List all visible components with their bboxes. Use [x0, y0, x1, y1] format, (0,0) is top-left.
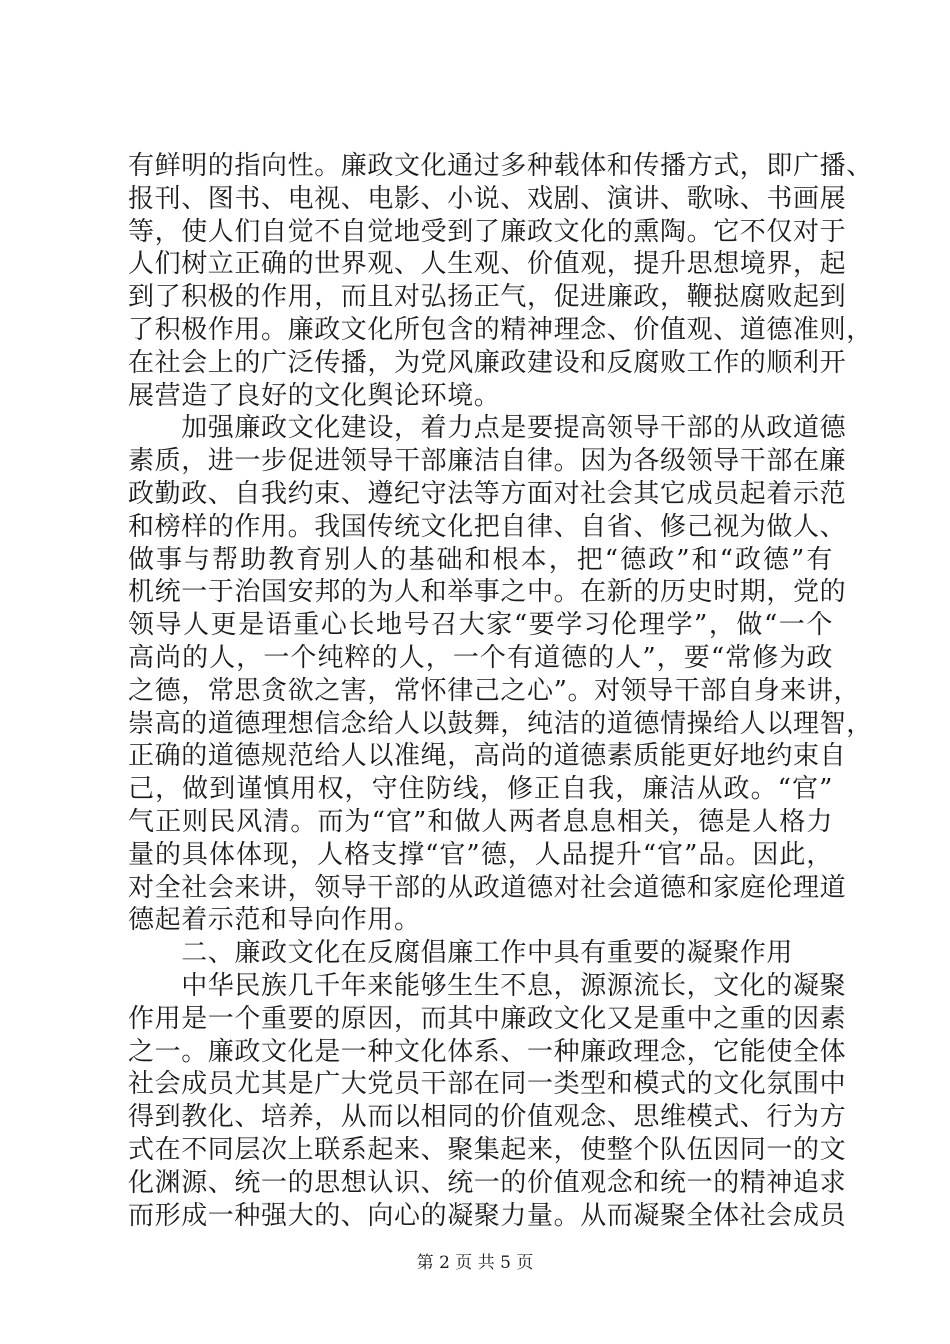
- text-line: 人们树立正确的世界观、人生观、价值观，提升思想境界，起: [128, 249, 847, 280]
- text-line: 量的具体体现，人格支撑“官”德，人品提升“官”品。因此，: [128, 839, 833, 870]
- text-line: 领导人更是语重心长地号召大家“要学习伦理学”，做“一个: [128, 610, 833, 641]
- text-line: 德起着示范和导向作用。: [128, 905, 421, 936]
- text-line: 高尚的人，一个纯粹的人，一个有道德的人”，要“常修为政: [128, 642, 833, 673]
- text-line: 机统一于治国安邦的为人和举事之中。在新的历史时期，党的: [128, 577, 847, 608]
- text-line: 加强廉政文化建设，着力点是要提高领导干部的从政道德: [128, 413, 847, 444]
- text-line: 有鲜明的指向性。廉政文化通过多种载体和传播方式，即广播、: [128, 151, 873, 181]
- text-line: 社会成员尤其是广大党员干部在同一类型和模式的文化氛围中: [128, 1069, 847, 1100]
- text-line: 气正则民风清。而为“官”和做人两者息息相关，德是人格力: [128, 806, 833, 837]
- text-line: 之德，常思贪欲之害，常怀律己之心”。对领导干部自身来讲，: [128, 675, 861, 706]
- text-line: 化渊源、统一的思想认识、统一的价值观念和统一的精神追求: [128, 1167, 847, 1198]
- section-heading: 二、廉政文化在反腐倡廉工作中具有重要的凝聚作用: [128, 938, 794, 969]
- text-line: 之一。廉政文化是一种文化体系、一种廉政理念，它能使全体: [128, 1036, 847, 1067]
- text-line: 己，做到谨慎用权，守住防线，修正自我，廉洁从政。“官”: [128, 774, 833, 805]
- page-footer: 第 2 页 共 5 页: [416, 1253, 534, 1273]
- text-line: 中华民族几千年来能够生生不息，源源流长，文化的凝聚: [128, 970, 847, 1001]
- text-line: 素质，进一步促进领导干部廉洁自律。因为各级领导干部在廉: [128, 446, 847, 477]
- text-line: 等，使人们自觉不自觉地受到了廉政文化的熏陶。它不仅对于: [128, 216, 847, 247]
- text-line: 得到教化、培养，从而以相同的价值观念、思维模式、行为方: [128, 1102, 847, 1133]
- text-line: 而形成一种强大的、向心的凝聚力量。从而凝聚全体社会成员: [128, 1200, 847, 1231]
- text-line: 正确的道德规范给人以准绳，高尚的道德素质能更好地约束自: [128, 741, 847, 772]
- text-line: 式在不同层次上联系起来、聚集起来，使整个队伍因同一的文: [128, 1134, 847, 1165]
- text-line: 在社会上的广泛传播，为党风廉政建设和反腐败工作的顺利开: [128, 347, 847, 378]
- text-line: 对全社会来讲，领导干部的从政道德对社会道德和家庭伦理道: [128, 872, 847, 903]
- text-line: 展营造了良好的文化舆论环境。: [128, 380, 501, 411]
- text-line: 崇高的道德理想信念给人以鼓舞，纯洁的道德情操给人以理智，: [128, 708, 873, 739]
- text-line: 做事与帮助教育别人的基础和根本，把“德政”和“政德”有: [128, 544, 833, 575]
- text-line: 报刊、图书、电视、电影、小说、戏剧、演讲、歌咏、书画展: [128, 183, 847, 214]
- document-body: [128, 150, 873, 1232]
- text-line: 作用是一个重要的原因，而其中廉政文化又是重中之重的因素: [128, 1003, 847, 1034]
- text-line: 和榜样的作用。我国传统文化把自律、自省、修己视为做人、: [128, 511, 847, 542]
- text-line: 到了积极的作用，而且对弘扬正气，促进廉政，鞭挞腐败起到: [128, 282, 847, 313]
- text-line: 政勤政、自我约束、遵纪守法等方面对社会其它成员起着示范: [128, 478, 847, 509]
- text-line: 了积极作用。廉政文化所包含的精神理念、价值观、道德准则，: [128, 314, 873, 345]
